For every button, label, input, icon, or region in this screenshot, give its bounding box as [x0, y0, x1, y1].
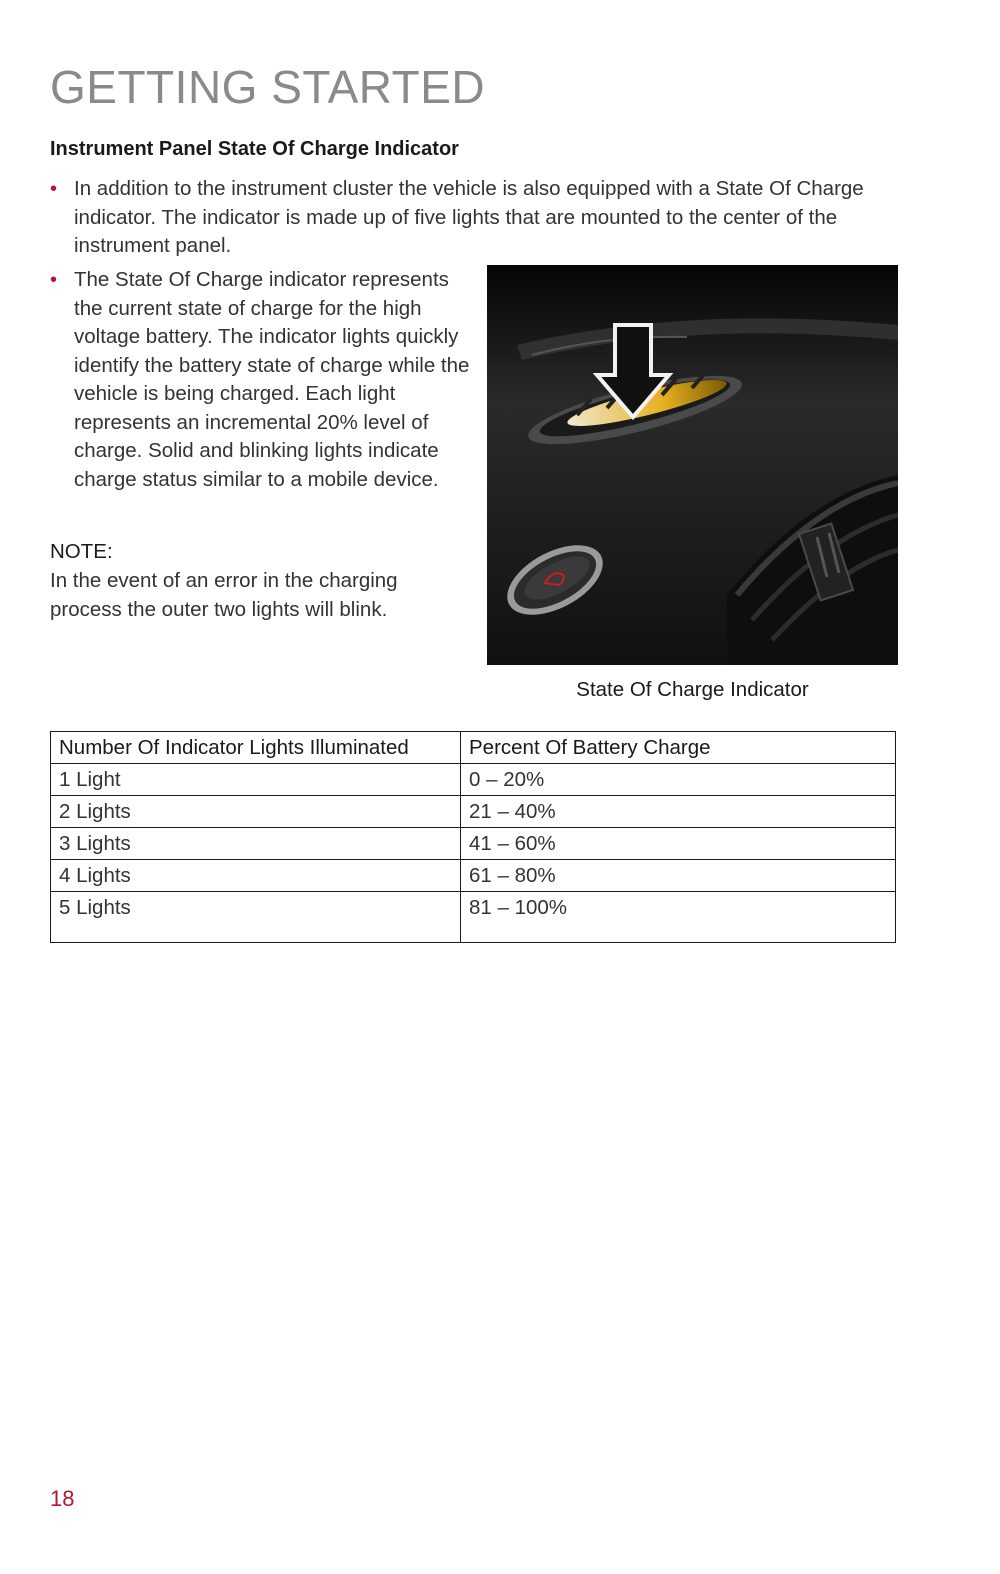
header-percent: Percent Of Battery Charge: [461, 732, 896, 764]
charge-table: [50, 731, 896, 943]
bullet-dot-icon: •: [50, 269, 58, 291]
table-header-row: [51, 732, 896, 764]
cell-lights: 4 Lights: [51, 860, 461, 892]
figure-caption: State Of Charge Indicator: [576, 678, 809, 701]
cell-percent: 41 – 60%: [461, 828, 896, 860]
cell-percent: 61 – 80%: [461, 860, 896, 892]
dashboard-illustration: [487, 265, 898, 665]
table-row: [51, 860, 896, 892]
bullet-dot-icon: •: [50, 178, 58, 200]
table-row: [51, 828, 896, 860]
cell-lights: 5 Lights: [51, 892, 461, 943]
note-label: NOTE:: [50, 540, 113, 563]
bullet-text: In addition to the instrument cluster the vehicle is also equipped with a State Of Charge indicator. The indicator is made up of five lights that are mounted to the center of the instrument panel.: [74, 177, 864, 257]
note-text: In the event of an error in the charging process the outer two lights will blink.: [50, 569, 398, 621]
bullet-text: The State Of Charge indicator represents the current state of charge for the high voltage battery. The indicator lights quickly identify the battery state of charge while the vehicle is being charged. Each light represents an incremental 20% level of charge. Solid and blinking lights indicate charge status similar to a mobile device.: [74, 268, 470, 491]
cell-percent: 81 – 100%: [461, 892, 896, 943]
bullet-item: [50, 175, 890, 261]
section-title: GETTING STARTED: [50, 61, 486, 113]
cell-percent: 0 – 20%: [461, 764, 896, 796]
table-row: [51, 796, 896, 828]
page-number: 18: [50, 1486, 75, 1511]
table-row: [51, 764, 896, 796]
bullet-item: [50, 266, 470, 494]
table-row: [51, 892, 896, 943]
cell-lights: 1 Light: [51, 764, 461, 796]
cell-lights: 3 Lights: [51, 828, 461, 860]
state-of-charge-photo: [487, 265, 898, 665]
cell-percent: 21 – 40%: [461, 796, 896, 828]
subheading: Instrument Panel State Of Charge Indicator: [50, 138, 459, 160]
cell-lights: 2 Lights: [51, 796, 461, 828]
header-lights: Number Of Indicator Lights Illuminated: [51, 732, 461, 764]
